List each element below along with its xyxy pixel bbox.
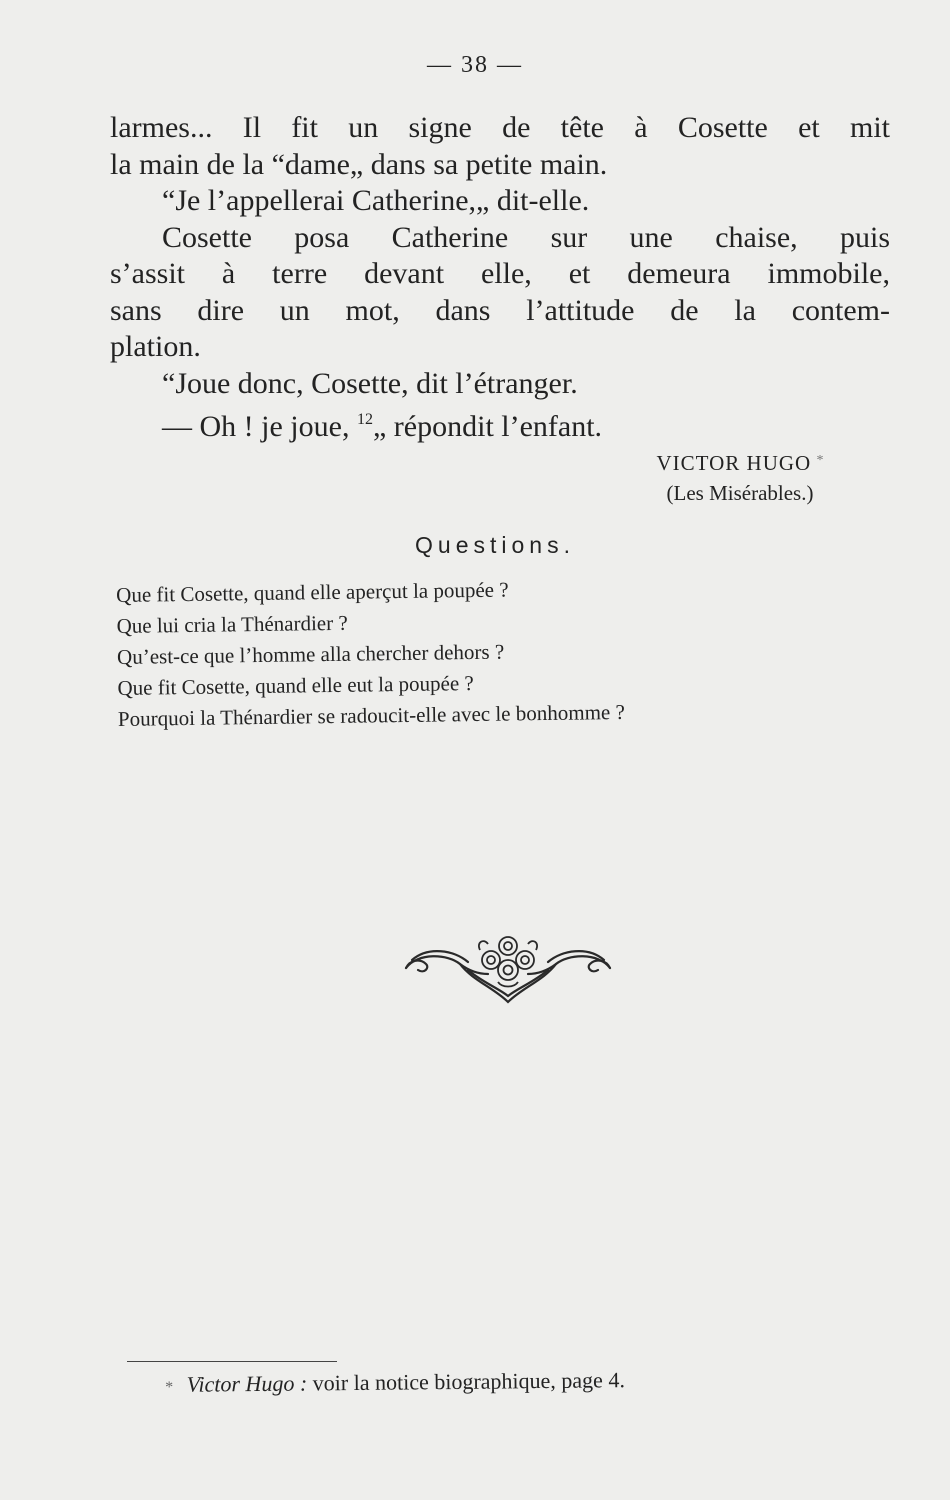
question-item: Que lui cria la Thénardier ? (116, 610, 348, 638)
work-title: (Les Misérables.) (666, 481, 814, 505)
footnote (165, 1364, 885, 1398)
footnote-reference: 12 (356, 411, 373, 428)
author-name: VICTOR HUGO (656, 451, 812, 475)
text-line: Cosette posa Catherine sur une chaise, puis (162, 220, 890, 254)
text-line: larmes... Il fit un signe de tête à Cosette et mit (110, 111, 890, 144)
text-line: sans dire un mot, dans l’attitude de la contem- (110, 293, 890, 327)
footnote-author: Victor Hugo : (186, 1370, 308, 1397)
footnote-separator (127, 1361, 337, 1362)
questions-list (116, 570, 838, 735)
text-line: plation. (110, 330, 201, 363)
text-line: s’assit à terre devant elle, et demeura immobile, (110, 257, 890, 290)
text-line-with-note (110, 402, 890, 446)
page-number: — 38 — (427, 52, 523, 78)
attribution (600, 446, 880, 508)
passage-text (110, 110, 890, 446)
text-line: “Je l’appellerai Catherine,„ dit-elle. (162, 184, 590, 217)
text-line: la main de la “dame„ dans sa petite main. (110, 147, 608, 181)
question-item: Que fit Cosette, quand elle aperçut la poupée ? (116, 577, 509, 607)
footnote-text: voir la notice biographique, page 4. (312, 1367, 626, 1396)
footnote-mark: * (165, 1378, 174, 1396)
author-footnote-mark: * (816, 453, 824, 468)
questions-heading: Questions. (415, 532, 575, 558)
text-segment: répondit l’enfant. (393, 410, 603, 443)
closing-quote: „ (372, 410, 387, 443)
question-item: Pourquoi la Thénardier se radoucit-elle avec le bonhomme ? (117, 699, 625, 731)
text-line: “Joue donc, Cosette, dit l’étranger. (162, 366, 578, 400)
text-segment: — Oh ! je joue, (162, 410, 350, 443)
question-item: Que fit Cosette, quand elle eut la poupée ? (117, 671, 474, 700)
question-item: Qu’est-ce que l’homme alla chercher dehors ? (116, 639, 505, 669)
floral-ornament-icon (398, 930, 618, 1010)
author-line (600, 446, 880, 478)
